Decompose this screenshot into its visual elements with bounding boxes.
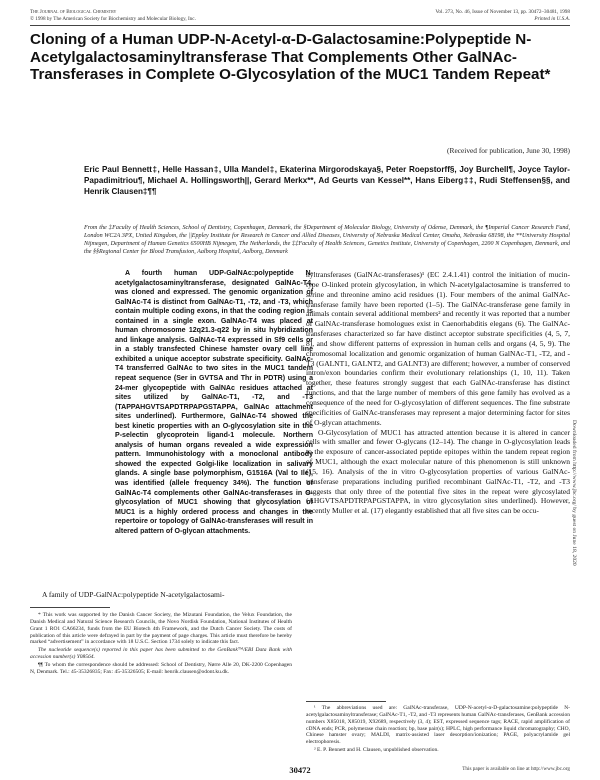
footnote-funding: * This work was supported by the Danish Cancer Society, the Mizutani Foundation, the Velux Foundation, the Danish Medical and Natural Science Research Councils, the Novo Nordisk Foundation, National Institutes of Health Grant 1 RO1 CA66234, funds from the EU Biotech 4th Framework, and the Dutch Cancer Society. The costs of publication of this article were defrayed in part by the payment of page charges. This article must therefore be hereby marked “advertisement” in accordance with 18 U.S.C. Section 1734 solely to indicate this fact. — [30, 612, 292, 646]
header-divider — [30, 25, 570, 26]
footnotes-right — [306, 705, 570, 755]
footnote-abbreviations: ¹ The abbreviations used are: GalNAc-transferase, UDP-N-acetyl-α-D-galactosamine:polypeptide N-acetylgalactosaminyltransferase; GalNAc-T1, -T2, and -T3 represents human GalNAc-transferases, GenBank accession numbers X85018, X85019, X92689, respectively (3, 4); EST, expressed sequence tags; RACE, rapid amplification of cDNA ends; PCR, polymerase chain reaction; bp, base pair(s); HPLC, high performance liquid chromatography; CHO, Chinese hamster ovary; MALDI, matrix-assisted laser desorption/ionization; PAGE, polyacrylamide gel electrophoresis. — [306, 705, 570, 746]
journal-header — [30, 9, 196, 23]
author-affiliations: From the ‡Faculty of Health Sciences, School of Dentistry, Copenhagen, Denmark, the §Department of Molecular Biology, University of Odense, Denmark, the ¶Imperial Cancer Research Fund, London WC2A 3PX, United Kingdom, the ||Eppley Institute for Research in Cancer and Allied Diseases, University of Nebraska Medical Center, Omaha, Nebraska 68198, the **University Hospital Nijmegen, Department of Human Genetics 6500HB Nijmegen, The Netherlands, the ‡‡Faculty of Health Sciences, Genetics Institute, University of Copenhagen, 2200 N Copenhagen, Denmark, and the §§Regional Center for Blood Transfusion, Aalborg Hospital, Aalborg, Denmark — [84, 225, 570, 256]
author-list: Eric Paul Bennett‡, Helle Hassan‡, Ulla Mandel‡, Ekaterina Mirgorodskaya§, Peter Roepstorff§, Joy Burchell¶, Joyce Taylor-Papadimitriou¶, Michael A. Hollingsworth||, Gerard Merkx**, Ad Geurts van Kessel**, Hans Eiberg‡‡, Rudi Steffensen§§, and Henrik Clausen‡¶¶ — [84, 165, 570, 196]
footnote-genbank: The nucleotide sequence(s) reported in this paper has been submitted to the GenBank™/EBI Data Bank with accession number(s) Y08564. — [30, 647, 292, 661]
abstract-text: A fourth human UDP-GalNAc:polypeptide N-acetylgalactosaminyltransferase, designated GalNAc-T4, was cloned and expressed. The genomic organization of GalNAc-T4 is distinct from GalNAc-T1, -T2, and -T3, which contain multiple coding exons, in that the coding region is contained in a single exon. GalNAc-T4 was placed at human chromosome 12q21.3-q22 by in situ hybridization and linkage analysis. GalNAc-T4 expressed in Sf9 cells or in a stably transfected Chinese hamster ovary cell line exhibited a unique acceptor substrate specificity. GalNAc-T4 transferred GalNAc to two sites in the MUC1 tandem repeat sequence (Ser in GVTSA and Thr in PDTR) using a 24-mer glycopeptide with GalNAc residues attached at sites utilized by GalNAc-T1, -T2, and -T3 (TAPPAHGVTSAPDTRPAPGSTAPPA, GalNAc attachment sites underlined). Furthermore, GalNAc-T4 showed the best kinetic properties with an O-glycosylation site in the P-selectin glycoprotein ligand-1 molecule. Northern analysis of human organs revealed a wide expression pattern. Immunohistology with a monoclonal antibody showed the expected Golgi-like localization in salivary glands. A single base polymorphism, G1516A (Val to Ile), was identified (allele frequency 34%). The function of GalNAc-T4 complements other GalNAc-transferases in O-glycosylation of MUC1 showing that glycosylation of MUC1 is a highly ordered process and changes in the repertoire or topology of GalNAc-transferases will result in altered pattern of O-glycan attachments. — [115, 270, 313, 535]
printed-in: Printed in U.S.A. — [534, 16, 570, 22]
intro-right-column — [306, 270, 570, 516]
intro-left-column — [30, 590, 292, 600]
intro-opening-text: A family of UDP-GalNAc:polypeptide N-acetylgalactosami- — [42, 590, 225, 599]
footnote-unpublished: ² E. P. Bennett and H. Clausen, unpublished observation. — [314, 747, 439, 754]
footnote-divider-right — [306, 701, 386, 702]
volume-header — [435, 9, 570, 23]
page-number: 30472 — [289, 765, 311, 775]
download-side-note: Downloaded from http://www.jbc.org/ by guest on June 18, 2020 — [571, 420, 577, 566]
body-paragraph: nyltransferases (GalNAc-transferases)¹ (EC 2.4.1.41) control the initiation of mucin-type O-linked protein glycosylation, in which N-acetylgalactosamine is transferred to serine and threonine amino acid residues (1). Four members of the animal GalNAc-transferase family have been reported (1–5). The GalNAc-transferase gene family in animals contain several additional members² and recently it was reported that a number of GalNAc-transferase homologues exist in Caenorhabditis elegans (6). The GalNAc-transferases characterized so far have distinct acceptor substrate specificities (4, 5, 7, 8), and show different patterns of expression in human cells and organs (4, 5, 9). The chromosomal localization and genomic organization of human GalNAc-T1, -T2, and -T3 (GALNT1, GALNT2, and GALNT3) are different; however, a number of conserved intron/exon boundaries confirm their evolutionary relationships (1, 10, 11). Taken together, these features strongly suggest that each GalNAc-transferase has distinct functions, and that the large number of members of this gene family has evolved as a consequence of the need for O-glycosylation of different sequences. The fine substrate specificities of GalNAc-transferases may represent a major determining factor for sites of O-glycan attachments. — [306, 270, 570, 427]
footnote-correspondence: ¶¶ To whom the correspondence should be addressed: School of Dentistry, Nørre Alle 20, DK-2200 Copenhagen N, Denmark. Tel.: 45-35326835; Fax: 45-35326505; E-mail: henrik.clausen@odont.ku.dk. — [30, 661, 292, 675]
body-paragraph: O-Glycosylation of MUC1 has attracted attention because it is altered in cancer cells with smaller and fewer O-glycans (12–14). The change in O-glycosylation leads to the exposure of cancer-associated peptide epitopes within the tandem repeat region of MUC1, although the exact molecular nature of this phenomenon is still unknown (15, 16). Analysis of the in vitro O-glycosylation properties of various GalNAc-transferase preparations including purified recombinant GalNAc-T1, -T2, and -T3 suggests that only three of the potential five sites in the repeat were glycosylated (AHGVTSAPDTRPAPGSTAPPA, in vitro glycosylation sites underlined). However, recently Muller et al. (17) elegantly established that all five sites can be occu- — [306, 427, 570, 516]
copyright-line: © 1998 by The American Society for Biochemistry and Molecular Biology, Inc. — [30, 16, 196, 22]
footnotes-left — [30, 612, 292, 677]
volume-info: Vol. 273, No. 46, Issue of November 13, pp. 30472–30481, 1998 — [435, 9, 570, 15]
online-availability-note: This paper is available on line at http://www.jbc.org — [462, 766, 570, 772]
abstract — [115, 269, 313, 536]
article-title: Cloning of a Human UDP-N-Acetyl-α-D-Galactosamine:Polypeptide N-Acetylgalactosaminyltransferase That Complements Other GalNAc-Transferases in Complete O-Glycosylation of the MUC1 Tandem Repeat* — [30, 31, 551, 84]
received-date: (Received for publication, June 30, 1998) — [447, 146, 570, 155]
footnote-divider-left — [30, 607, 110, 608]
journal-name: The Journal of Biological Chemistry — [30, 9, 117, 15]
